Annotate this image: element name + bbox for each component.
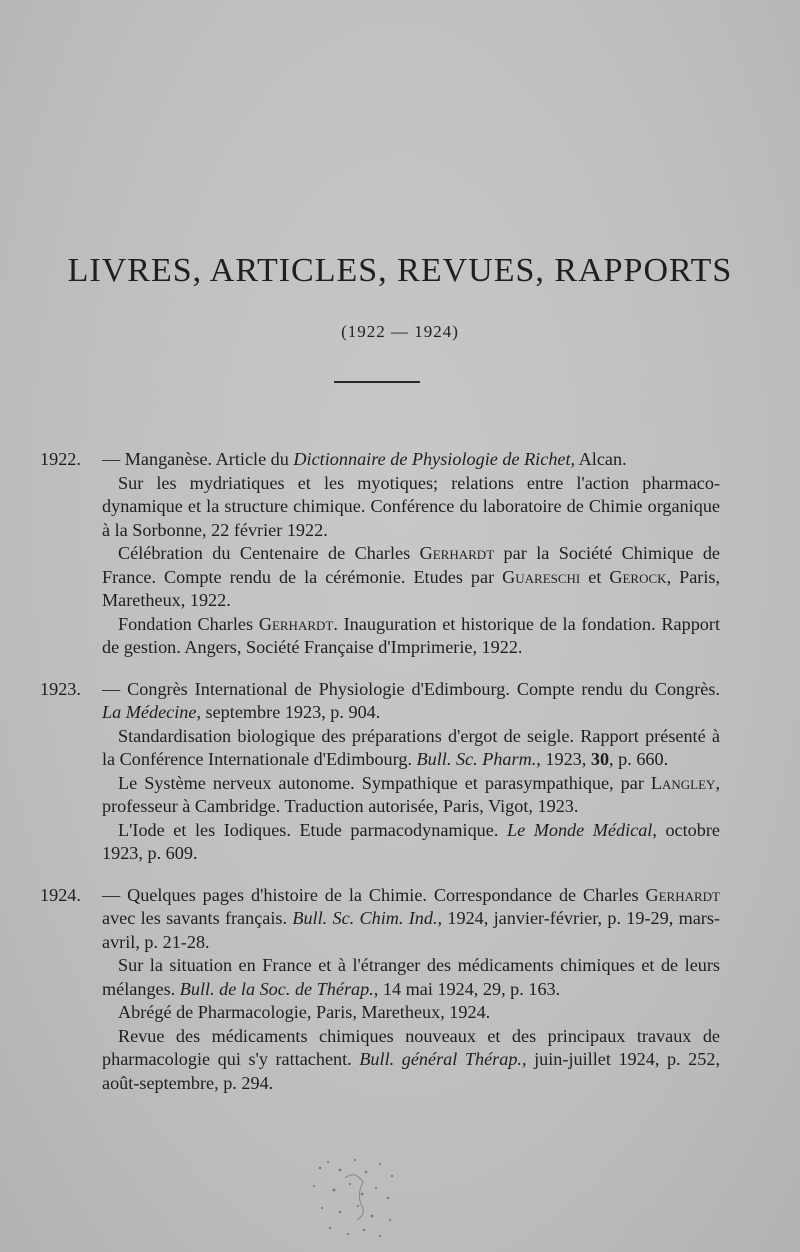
entry-text-segment: Gerhardt <box>258 613 334 634</box>
page-title: LIVRES, ARTICLES, REVUES, RAPPORTS <box>67 252 733 289</box>
entry-text-segment: Bull. de la Soc. de Thérap. <box>179 978 374 999</box>
entry-text-segment: La Médecine <box>102 702 197 722</box>
year-section <box>40 678 720 866</box>
entry-text-segment: — Quelques pages d'histoire de la Chimie. Correspondance de Charles <box>102 884 646 905</box>
entry-text-segment: Guareschi <box>502 566 581 587</box>
entry-text-segment: Gerhardt <box>645 884 720 905</box>
entry-text-segment: Le Monde Médical <box>506 819 653 840</box>
bibliography-entry <box>40 613 720 660</box>
entry-text-segment: Langley <box>650 772 716 793</box>
bibliography-list <box>40 448 720 1113</box>
period-subtitle: (1922 — 1924) <box>341 322 459 341</box>
entry-text-segment: Bull. Sc. Chim. Ind. <box>292 908 438 928</box>
bibliography-entry <box>40 884 720 955</box>
entry-text-segment: Fondation Charles <box>118 613 259 634</box>
entry-text-segment: , octobre 1923, p. 609. <box>102 819 720 863</box>
entry-text-segment: L'Iode et les Iodiques. Etude parmacodynamique. <box>118 819 507 840</box>
bibliography-entry <box>40 954 720 1001</box>
entry-text-segment: Gerock <box>609 566 667 587</box>
entry-text-segment: par la Société Chimique de France. Compte rendu de la cérémonie. Etudes par <box>102 543 720 587</box>
year-section <box>40 448 720 660</box>
entry-text-segment: , 14 mai 1924, 29, p. 163. <box>373 978 561 999</box>
entry-text-segment: Gerhardt <box>419 543 495 563</box>
bibliography-entry <box>40 472 720 543</box>
entry-text-segment: Dictionnaire de Physiologie de Richet, <box>293 449 576 469</box>
entry-text-segment: Sur les mydriatiques et les myotiques; relations entre l'action pharmaco-dynamique et la structure chimique. Conférence du laboratoire de Chimie organique à la Sorbonne, 22 février 1922. <box>102 472 720 540</box>
entry-text-segment: Alcan. <box>575 449 627 469</box>
entry-text-segment: . Inauguration et historique de la fondation. Rapport de gestion. Angers, Société Française d'Imprimerie, 1922. <box>102 613 720 657</box>
entry-text-segment: — Congrès International de Physiologie d'Edimbourg. Compte rendu du Congrès. <box>102 678 720 699</box>
ink-stamp-mark <box>300 1150 410 1245</box>
entry-year: 1923. <box>40 678 81 699</box>
entry-text-segment: , Paris, Maretheux, 1922. <box>102 566 721 610</box>
entry-text-segment: 30 <box>590 749 610 769</box>
bibliography-entry <box>40 542 720 613</box>
entry-text-segment: avec les savants français. <box>102 908 293 928</box>
entry-text-segment: Le Système nerveux autonome. Sympathique et parasympathique, par <box>118 772 651 793</box>
bibliography-entry <box>40 1025 720 1096</box>
entry-text-segment: , p. 660. <box>609 749 669 769</box>
entry-text-segment: , 1924, janvier-février, p. 19-29, mars-avril, p. 21-28. <box>102 908 720 952</box>
entry-text-segment: Abrégé de Pharmacologie, Paris, Maretheux, 1924. <box>118 1002 491 1022</box>
entry-text-segment: Standardisation biologique des préparations d'ergot de seigle. Rapport présenté à la Conférence Internationale d'Edimbourg. <box>102 725 720 769</box>
entry-text-segment: , juin-juillet 1924, p. 252, août-septembre, p. 294. <box>102 1049 721 1093</box>
entry-text-segment: , 1923, <box>536 749 591 769</box>
bibliography-entry <box>40 448 720 472</box>
entry-text-segment: Sur la situation en France et à l'étranger des médicaments chimiques et de leurs mélanges. <box>102 955 720 999</box>
entry-text-segment: Bull. Sc. Pharm. <box>416 749 537 769</box>
entry-text-segment: Célébration du Centenaire de Charles <box>118 543 420 563</box>
divider-rule <box>334 381 420 383</box>
entry-text-segment: et <box>580 566 610 587</box>
bibliography-entry <box>40 725 720 772</box>
bibliography-entry <box>40 819 720 866</box>
entry-text-segment: — Manganèse. Article du <box>102 449 294 469</box>
entry-text-segment: Bull. général Thérap. <box>359 1049 522 1069</box>
year-section <box>40 884 720 1096</box>
entry-text-segment: , septembre 1923, p. 904. <box>196 702 381 722</box>
entry-text-segment: , professeur à Cambridge. Traduction autorisée, Paris, Vigot, 1923. <box>102 772 720 816</box>
entry-text-segment: Revue des médicaments chimiques nouveaux et des principaux travaux de pharmacologie qui s'y rattachent. <box>102 1025 720 1069</box>
entry-year: 1924. <box>40 884 81 905</box>
bibliography-entry <box>40 1001 720 1025</box>
bibliography-entry <box>40 678 720 725</box>
bibliography-entry <box>40 772 720 819</box>
entry-year: 1922. <box>40 449 81 469</box>
